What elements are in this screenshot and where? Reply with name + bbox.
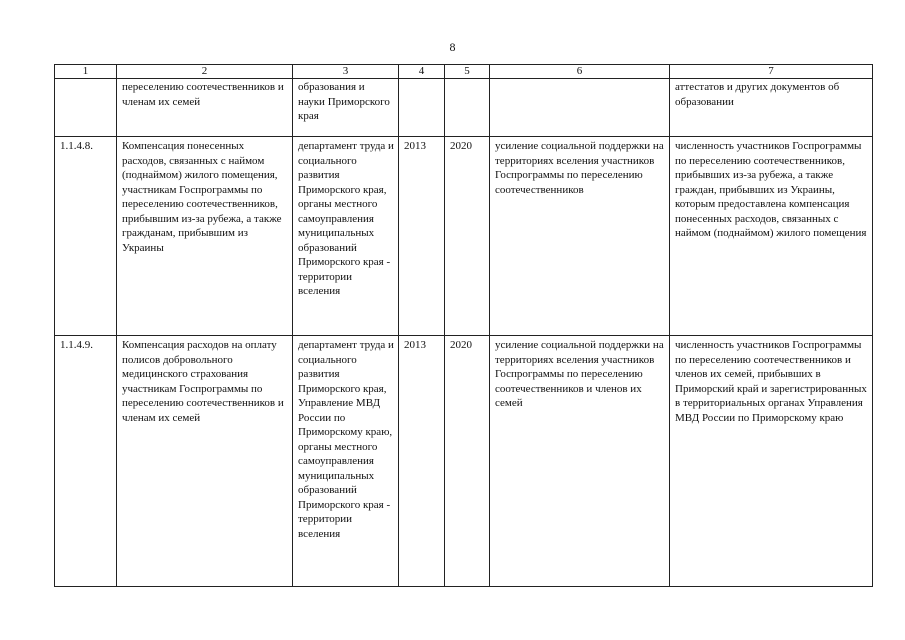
indicator: аттестатов и других документов об образовании <box>670 79 873 137</box>
column-number-row <box>55 65 873 79</box>
program-measures-table <box>54 64 873 587</box>
column-header-1: 1 <box>55 65 117 79</box>
start-year: 2013 <box>399 336 445 587</box>
column-header-5: 5 <box>445 65 490 79</box>
row-number <box>55 79 117 137</box>
start-year: 2013 <box>399 137 445 336</box>
row-number: 1.1.4.8. <box>55 137 117 336</box>
end-year: 2020 <box>445 137 490 336</box>
column-header-3: 3 <box>293 65 399 79</box>
executor: образования и науки Приморского края <box>293 79 399 137</box>
expected-result: усиление социальной поддержки на территориях вселения участников Госпрограммы по переселению соотечественников <box>490 137 670 336</box>
table-row <box>55 336 873 587</box>
measure-name: переселению соотечественников и членам их семей <box>117 79 293 137</box>
column-header-2: 2 <box>117 65 293 79</box>
table-row <box>55 137 873 336</box>
column-header-4: 4 <box>399 65 445 79</box>
column-header-7: 7 <box>670 65 873 79</box>
start-year <box>399 79 445 137</box>
end-year: 2020 <box>445 336 490 587</box>
measure-name: Компенсация расходов на оплату полисов добровольного медицинского страхования участникам Госпрограммы по переселению соотечественников и членам их семей <box>117 336 293 587</box>
page-number: 8 <box>449 40 456 54</box>
table-row <box>55 79 873 137</box>
end-year <box>445 79 490 137</box>
measure-name: Компенсация понесенных расходов, связанных с наймом (поднаймом) жилого помещения, участникам Госпрограммы по переселению соотечественников, прибывшим из-за рубежа, а также гражданам, прибывшим из Украины <box>117 137 293 336</box>
indicator: численность участников Госпрограммы по переселению соотечественников, прибывших из-за рубежа, а также граждан, прибывших из Украины, которым предоставлена компенсация понесенных расходов, связанных с наймом (поднаймом) жилого помещения <box>670 137 873 336</box>
executor: департамент труда и социального развития Приморского края, Управление МВД России по Приморскому краю, органы местного самоуправления муниципальных образований Приморского края - территории вселения <box>293 336 399 587</box>
row-number: 1.1.4.9. <box>55 336 117 587</box>
executor: департамент труда и социального развития Приморского края, органы местного самоуправления муниципальных образований Приморского края - территории вселения <box>293 137 399 336</box>
column-header-6: 6 <box>490 65 670 79</box>
expected-result: усиление социальной поддержки на территориях вселения участников Госпрограммы по переселению соотечественников и членов их семей <box>490 336 670 587</box>
expected-result <box>490 79 670 137</box>
indicator: численность участников Госпрограммы по переселению соотечественников и членов их семей, прибывших в Приморский край и зарегистрированных в территориальных органах Управления МВД России по Приморскому краю <box>670 336 873 587</box>
